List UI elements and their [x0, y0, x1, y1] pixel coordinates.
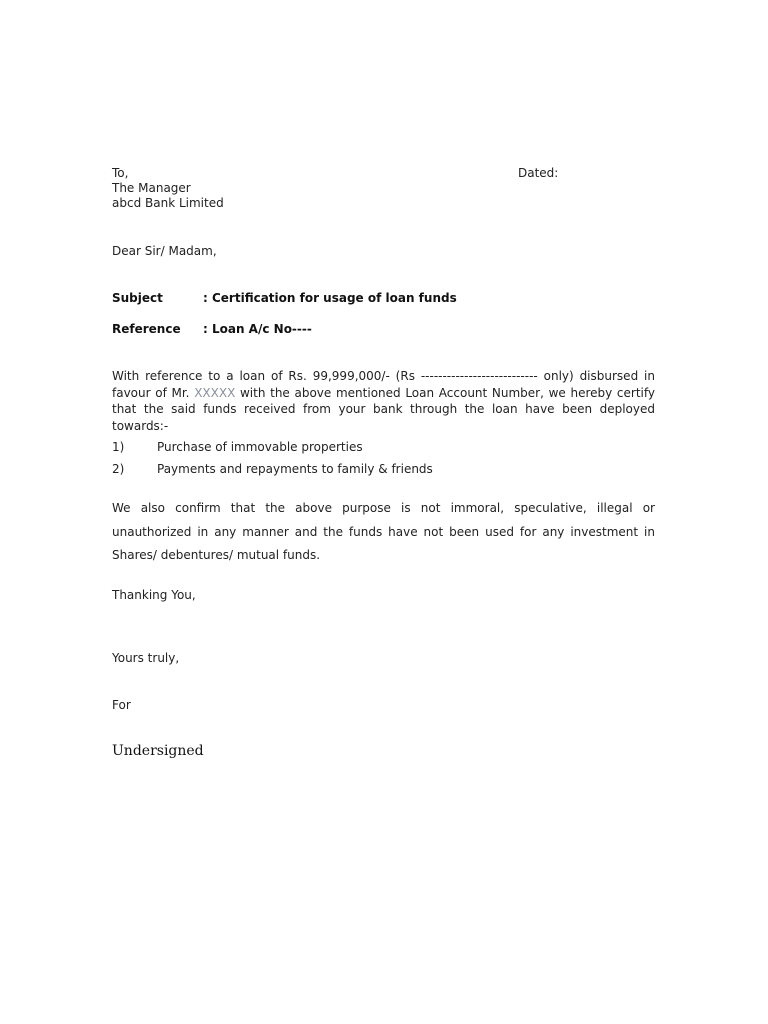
- recipient-to: To,: [112, 166, 129, 180]
- list-item-number: 2): [112, 462, 125, 476]
- body-paragraph-1: [112, 368, 655, 434]
- list-item-number: 1): [112, 440, 125, 454]
- closing-thanks: Thanking You,: [112, 588, 196, 602]
- subject-value: : Certification for usage of loan funds: [203, 291, 457, 305]
- reference-label: Reference: [112, 322, 181, 336]
- list-item-text: Payments and repayments to family & friends: [157, 462, 433, 476]
- masked-name: XXXXX: [194, 385, 236, 400]
- body-p1-start: With reference to a loan of Rs. 99,999,000/- (Rs --------------------------- only) disbursed in favour of Mr.: [112, 369, 655, 400]
- closing-for: For: [112, 698, 131, 712]
- recipient-title: The Manager: [112, 181, 191, 195]
- recipient-bank: abcd Bank Limited: [112, 196, 224, 210]
- dated-label: Dated:: [518, 166, 559, 180]
- list-item-text: Purchase of immovable properties: [157, 440, 363, 454]
- signatory: Undersigned: [112, 743, 204, 759]
- body-paragraph-2: We also confirm that the above purpose is not immoral, speculative, illegal or unauthorized in any manner and the funds have not been used for any investment in Shares/ debentures/ mutual funds.: [112, 501, 655, 562]
- subject-label: Subject: [112, 291, 163, 305]
- reference-value: : Loan A/c No----: [203, 322, 312, 336]
- closing-yours-truly: Yours truly,: [112, 651, 180, 665]
- salutation: Dear Sir/ Madam,: [112, 244, 217, 258]
- body-p1-end: with the above mentioned Loan Account Number, we hereby certify that the said funds received from your bank through the loan have been deployed towards:-: [112, 385, 656, 433]
